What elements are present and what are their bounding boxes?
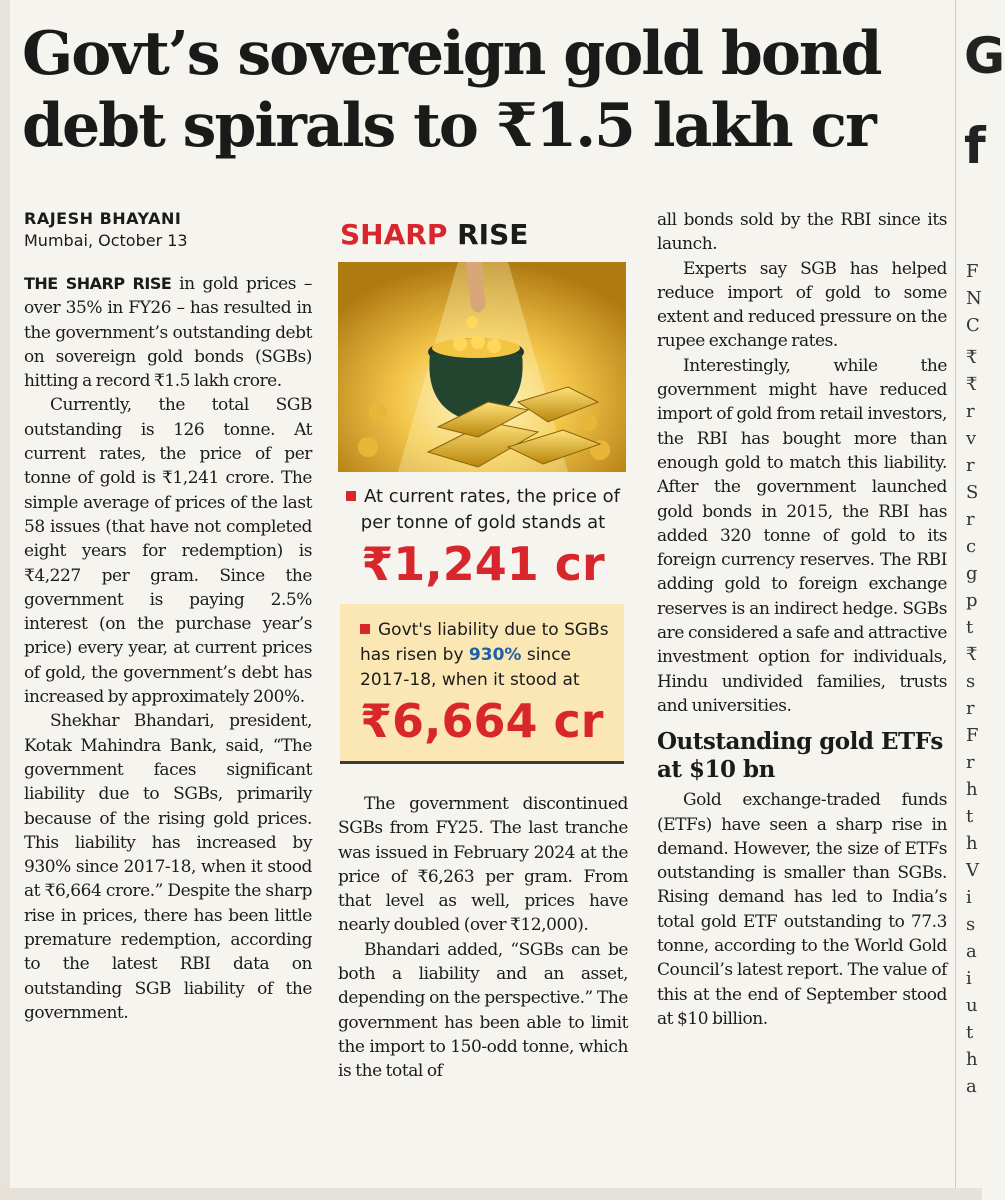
edge-body-fragment: p [966,590,978,611]
edge-body-fragment: i [966,968,972,989]
column-3 [657,208,947,1031]
edge-body-fragment: i [966,887,972,908]
gold-illustration [338,262,626,472]
paragraph: Bhandari added, “SGBs can be both a liability and an asset, depending on the perspective.” The government has been able to limit the import to 150-odd tonne, which is the total of [338,939,628,1082]
edge-body-fragment: r [966,401,975,422]
edge-body-fragment: v [966,428,977,449]
edge-body-fragment: u [966,995,978,1016]
edge-body-fragment: r [966,752,975,773]
edge-body-fragment: s [966,671,976,692]
paragraph: Currently, the total SGB outstanding is 126 tonne. At current rates, the price of per tonne of gold is ₹1,241 crore. The simple average of prices of the last 58 issues (that have not completed eight years for redemption) is ₹4,227 per gram. Since the government is paying 2.5% interest (on the purchase year’s price) every year, at current prices of gold, the government’s debt has increased by approximately 200%. [24,395,312,708]
stat-2-text-before: Govt's liability due to SGBs has risen by [360,620,609,665]
byline-author: RAJESH BHAYANI [24,209,182,228]
edge-body-fragment: t [966,806,974,827]
paragraph: Interestingly, while the government might have reduced import of gold from retail investors, the RBI has bought more than enough gold to match this liability. After the government launched gold bonds in 2015, the RBI has added 320 tonne of gold to its foreign currency reserves. The RBI adding gold to foreign exchange reserves is an indirect hedge. SGBs are considered a safe and attractive investment option for individuals, Hindu undivided families, trusts and universities. [657,355,947,716]
lead-in: THE SHARP RISE [24,274,172,293]
edge-body-fragment: t [966,617,974,638]
factbox-stat-1 [338,484,628,592]
edge-body-fragment: F [966,261,979,282]
edge-body-fragment: t [966,1022,974,1043]
edge-body-fragment: S [966,482,979,503]
factbox-title [340,218,628,252]
edge-body-fragment: F [966,725,979,746]
paragraph: all bonds sold by the RBI since its launch. [657,210,947,255]
bullet-icon [346,491,356,501]
page-bottom-edge [0,1188,982,1200]
edge-body-fragment: ₹ [966,644,978,665]
column-2-text [338,792,628,1084]
headline-line-1: Govt’s sovereign gold bond [22,19,881,89]
headline-line-2: debt spirals to ₹1.5 lakh cr [22,91,875,161]
paragraph: Shekhar Bhandari, president, Kotak Mahindra Bank, said, “The government faces significant liability due to SGBs, primarily because of the rising gold prices. This liability has increased by 930% since 2017-18, when it stood at ₹6,664 crore.” Despite the sharp rise in prices, there has been little premature redemption, according to the latest RBI data on outstanding SGB liability of the government. [24,711,312,1023]
paragraph: Gold exchange-traded funds (ETFs) have seen a sharp rise in demand. However, the size of ETFs outstanding is smaller than SGBs. Rising demand has led to India’s total gold ETF outstanding to 77.3 tonne, according to the World Gold Council’s latest report. The value of this at the end of September stood at $10 billion. [657,790,947,1029]
edge-body-fragment: h [966,1049,978,1070]
subheading: Outstanding gold ETFs at $10 bn [657,728,943,784]
paragraph: The government discontinued SGBs from FY25. The last tranche was issued in February 2024 at the price of ₹6,263 per gram. From that level as well, prices have nearly doubled (over ₹12,000). [338,794,628,936]
stat-2-value: ₹6,664 cr [360,694,604,748]
edge-headline-fragment: G [964,27,1005,85]
edge-body-fragment: h [966,833,978,854]
adjacent-article-edge [955,0,1005,1200]
bullet-icon [360,624,370,634]
edge-body-fragment: c [966,536,977,557]
paragraph-text: in gold prices – over 35% in FY26 – has resulted in the government’s outstanding debt on sovereign gold bonds (SGBs) hitting a record ₹1.5 lakh crore. [24,274,312,392]
edge-body-fragment: r [966,455,975,476]
edge-body-fragment: ₹ [966,347,978,368]
paragraph [24,272,312,393]
edge-body-fragment: N [966,288,982,309]
edge-body-fragment: g [966,563,978,584]
edge-body-fragment: C [966,315,980,336]
edge-body-fragment: r [966,698,975,719]
page-left-edge [0,0,10,1200]
edge-body-fragment: r [966,509,975,530]
stat-2-text-after: since 2017-18, when it stood at [360,645,580,690]
edge-body-fragment: s [966,914,976,935]
factbox-title-black: RISE [447,218,529,251]
edge-body-fragment: ₹ [966,374,978,395]
column-2 [338,208,628,1084]
edge-body-fragment: a [966,1076,977,1097]
stat-2-highlight: 930% [468,645,522,665]
edge-body-fragment: h [966,779,978,800]
edge-body-fragment: a [966,941,977,962]
factbox-stat-2 [340,604,624,764]
headline [22,18,952,162]
stat-1-value: ₹1,241 cr [361,537,605,591]
edge-headline-fragment: f [964,117,986,175]
column-1 [24,208,312,1025]
paragraph: Experts say SGB has helped reduce import of gold to some extent and reduced pressure on the rupee exchange rates. [657,258,947,352]
factbox-title-red: SHARP [340,218,448,251]
edge-body-fragment: V [966,860,979,881]
byline-dateline: Mumbai, October 13 [24,231,188,250]
stat-1-text: At current rates, the price of per tonne of gold stands at [360,486,620,533]
